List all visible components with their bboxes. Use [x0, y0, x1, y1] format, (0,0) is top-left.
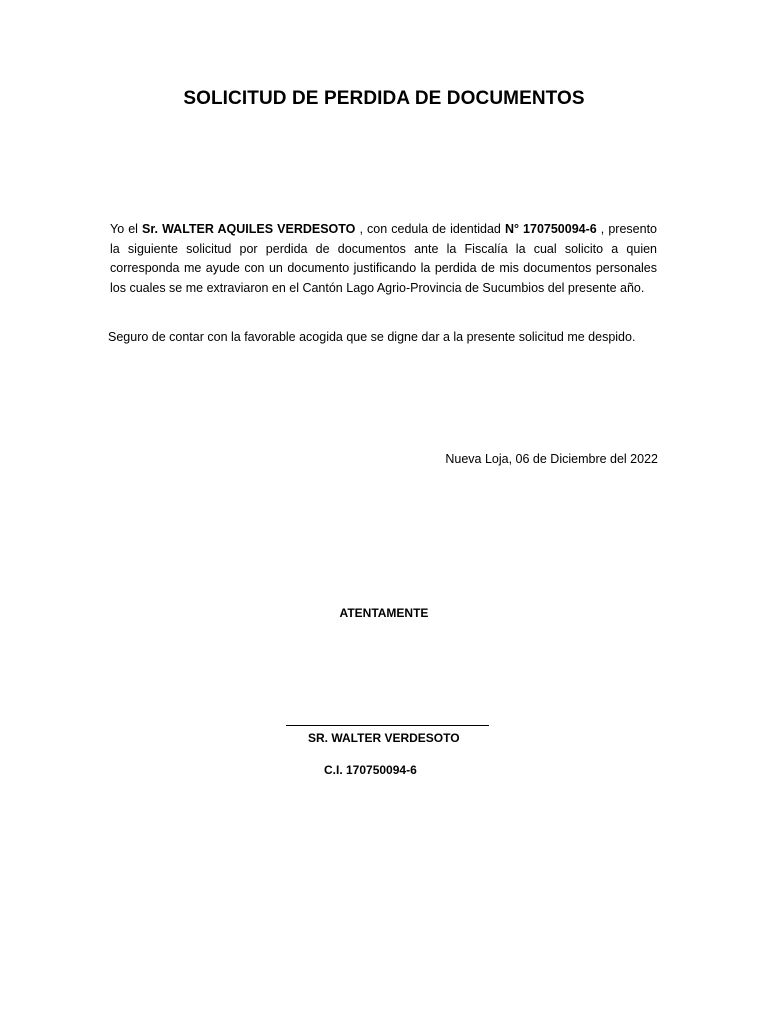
signer-name: SR. WALTER VERDESOTO [308, 731, 460, 745]
applicant-name: Sr. WALTER AQUILES VERDESOTO [142, 222, 356, 236]
body-paragraph [110, 220, 657, 298]
place-and-date: Nueva Loja, 06 de Diciembre del 2022 [445, 452, 658, 466]
applicant-id-number: N° 170750094-6 [504, 222, 597, 236]
document-title: SOLICITUD DE PERDIDA DE DOCUMENTOS [183, 88, 585, 109]
body-text-intro: Yo el [110, 222, 143, 236]
closing-paragraph: Seguro de contar con la favorable acogida que se digne dar a la presente solicitud me despido. [108, 330, 636, 344]
signer-id: C.I. 170750094-6 [324, 763, 417, 777]
salutation: ATENTAMENTE [339, 606, 429, 620]
body-text-id-intro: , con cedula de identidad [355, 222, 505, 236]
signature-line [286, 725, 489, 726]
body-text-request: , presento la siguiente solicitud por perdida de documentos ante la Fiscalía la cual solicito a quien corresponda me ayude con un documento justificando la perdida de mis documentos personales los cuales se me extraviaron en el Cantón Lago Agrio-Provincia de Sucumbios del presente año. [110, 222, 657, 295]
